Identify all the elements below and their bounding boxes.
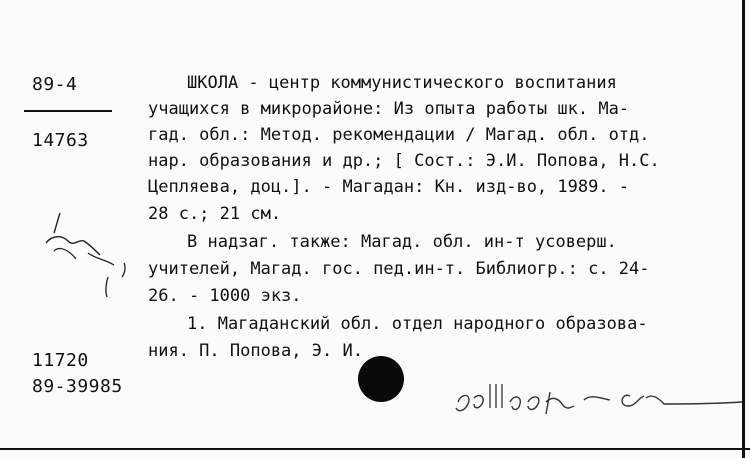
ink-blot <box>358 356 404 402</box>
card-bottom-edge <box>0 448 750 450</box>
card-line-10: 1. Магаданский обл. отдел народного образова- <box>187 314 648 334</box>
card-line-3: гад. обл.: Метод. рекомендации / Магад. обл. отд. <box>148 125 650 145</box>
handwritten-left-note <box>28 205 138 305</box>
card-line-4: нар. образования и др.; [ Сост.: Э.И. Попова, Н.С. <box>148 151 660 171</box>
card-line-2: учащихся в микрорайоне: Из опыта работы шк. Ма- <box>148 99 630 119</box>
card-line-9: 26. - 1000 экз. <box>148 286 302 306</box>
card-line-11: ния. П. Попова, Э. И. <box>148 341 363 361</box>
card-line-8: учителей, Магад. гос. пед.ин-т. Библиогр.: с. 24- <box>148 259 650 279</box>
handwritten-bottom-note <box>450 374 750 424</box>
card-line-7: В надзаг. также: Магад. обл. ин-т усоверш. <box>187 232 617 252</box>
bottom-number-2: 89-39985 <box>32 376 123 397</box>
shelf-mark: 89-4 <box>32 74 78 95</box>
bottom-number-1: 11720 <box>32 350 89 371</box>
shelf-mark-rule <box>24 110 112 112</box>
card-line-6: 28 с.; 21 см. <box>148 204 282 224</box>
card-line-1: ШКОЛА - центр коммунистического воспитания <box>187 73 617 93</box>
inventory-number: 14763 <box>32 130 89 151</box>
card-line-5: Цепляева, доц.]. - Магадан: Кн. изд-во, 1989. - <box>148 177 630 197</box>
card-right-edge <box>742 0 745 458</box>
